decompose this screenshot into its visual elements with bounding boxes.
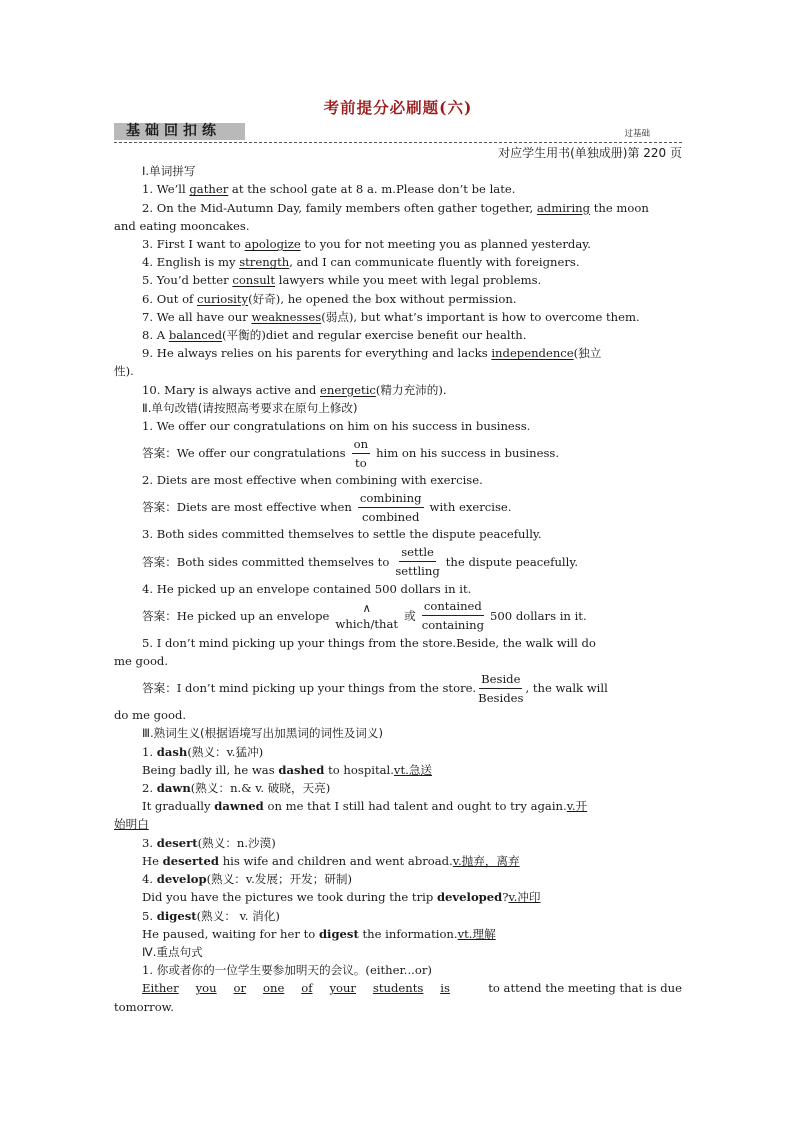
worksheet-page (114, 96, 682, 1016)
spelling-item-cont: 性). (114, 364, 134, 379)
correction-mark (422, 599, 484, 632)
correction-answer-3 (114, 544, 682, 580)
item-answer: weaknesses (251, 309, 322, 324)
entry-word: develop (156, 872, 207, 887)
entry-gloss: (熟义：v.猛冲) (187, 744, 264, 759)
item-text-post: , and I can communicate fluently with foreigners. (289, 255, 580, 270)
item-answer: consult (232, 273, 276, 288)
correction-question-3: 3. Both sides committed themselves to settle the dispute peacefully. (142, 527, 542, 542)
item-answer: energetic (320, 382, 376, 397)
answer-label: 答案： (142, 500, 177, 515)
word-meaning-list (114, 743, 682, 943)
spelling-item-cont: and eating mooncakes. (114, 218, 250, 233)
example-sentence (114, 888, 682, 906)
item-text-post: (弱点), but what’s important is how to overcome them. (321, 309, 640, 324)
answer-text-post: to attend the meeting that is due (488, 981, 682, 996)
entry-number: 2. (142, 781, 157, 796)
correction-answer-1 (114, 435, 682, 471)
answer-label: 答案： (142, 608, 177, 623)
section-heading-3: Ⅲ.熟词生义(根据语境写出加黑词的词性及词义) (142, 726, 384, 741)
entry-word: dash (156, 744, 188, 759)
correction-answer-5-cont: do me good. (114, 708, 187, 723)
sentence-pre: Being badly ill, he was (142, 762, 279, 777)
spelling-list (114, 180, 682, 398)
insertion-mark (335, 601, 398, 631)
book-reference: 对应学生用书(单独成册)第 220 页 (498, 146, 682, 160)
item-text-pre: 2. On the Mid-Autumn Day, family members often gather together, (142, 200, 537, 215)
entry-number: 1. (142, 744, 157, 759)
sentence-post: the information. (358, 926, 458, 941)
correction-mark (358, 491, 424, 524)
spelling-item (114, 271, 682, 289)
item-text-pre: 9. He always relies on his parents for everything and lacks (142, 346, 492, 361)
original-word: settle (399, 545, 436, 562)
caret-symbol: ∧ (362, 600, 371, 615)
section-heading-1: Ⅰ.单词拼写 (142, 164, 196, 179)
meaning-answer: vt.理解 (457, 926, 496, 941)
original-word: contained (422, 599, 484, 616)
item-text-pre: 1. We’ll (142, 182, 190, 197)
item-text-pre: 5. You’d better (142, 273, 233, 288)
spelling-item (114, 326, 682, 344)
inserted-word: which/that (335, 616, 399, 631)
word-entry (114, 779, 682, 797)
sentence-keyword: deserted (162, 853, 220, 868)
sentence-pre: It gradually (142, 799, 215, 814)
word-entry (114, 907, 682, 925)
page-title: 考前提分必刷题(六) (323, 98, 473, 117)
spelling-item (114, 308, 682, 326)
item-text-post: to you for not meeting you as planned yesterday. (300, 237, 591, 252)
item-answer: apologize (244, 237, 301, 252)
spelling-item (114, 253, 682, 271)
entry-word: desert (156, 835, 198, 850)
item-text-pre: 10. Mary is always active and (142, 382, 321, 397)
correction-answer-2 (114, 489, 682, 525)
answer-text-post: with exercise. (429, 500, 512, 515)
spelling-item (114, 344, 682, 362)
entry-word: dawn (156, 781, 191, 796)
answer-text-pre: I don’t mind picking up your things from the store. (176, 681, 477, 696)
sentence-keyword: dashed (278, 762, 325, 777)
answer-text-post: , the walk will (525, 681, 608, 696)
answer-blank (142, 979, 450, 997)
section-heading-4: Ⅳ.重点句式 (142, 944, 203, 959)
sentence-post: ? (502, 890, 509, 905)
answer-label: 答案： (142, 554, 177, 569)
sentence-pre: Did you have the pictures we took during the trip (142, 890, 437, 905)
spelling-item (114, 381, 682, 399)
sentence-post: on me that I still had talent and ought to try again. (263, 799, 567, 814)
item-text-pre: 8. A (142, 328, 169, 343)
answer-word: your (329, 981, 356, 996)
section-heading-2: Ⅱ.单句改错(请按照高考要求在原句上修改) (142, 400, 358, 415)
item-text-pre: 3. First I want to (142, 237, 245, 252)
correction-mark (395, 545, 439, 578)
item-text-post: (平衡的)diet and regular exercise benefit our health. (222, 328, 527, 343)
item-text-pre: 6. Out of (142, 291, 198, 306)
banner-tag: 过基础 (624, 129, 650, 139)
meaning-answer-cont: 始明白 (114, 817, 149, 832)
correction-answer-5 (114, 670, 682, 706)
sentence-keyword: digest (318, 926, 359, 941)
answer-word: of (301, 981, 313, 996)
item-text-post: (精力充沛的). (375, 382, 447, 397)
answer-word: you (195, 981, 217, 996)
example-sentence (114, 797, 682, 815)
entry-gloss: (熟义：n.& v. 破晓，天亮) (190, 781, 331, 796)
sentence-post: his wife and children and went abroad. (219, 853, 453, 868)
word-entry (114, 870, 682, 888)
correction-mark (478, 672, 523, 705)
meaning-answer: v.冲印 (508, 890, 541, 905)
correction-question-5: 5. I don’t mind picking up your things from the store.Beside, the walk will do (142, 635, 596, 650)
item-answer: admiring (536, 200, 591, 215)
meaning-answer: v.抛弃，离弃 (452, 853, 520, 868)
section-banner (114, 120, 682, 143)
answer-word: students (372, 981, 424, 996)
answer-word: or (233, 981, 247, 996)
original-word: Beside (479, 672, 522, 689)
original-word: on (352, 437, 370, 454)
entry-word: digest (156, 908, 197, 923)
correction-question-5-cont: me good. (114, 654, 169, 669)
banner-label: 基础回扣练 (114, 123, 245, 140)
correction-question-4: 4. He picked up an envelope contained 500 dollars in it. (142, 581, 472, 596)
item-text-post: at the school gate at 8 a. m.Please don’t be late. (228, 182, 516, 197)
entry-gloss: (熟义：v.发展；开发；研制) (206, 872, 353, 887)
meaning-answer: vt.急送 (393, 762, 433, 777)
correction-mark (352, 437, 370, 470)
original-word: combining (358, 491, 424, 508)
answer-word: one (263, 981, 285, 996)
item-text-post: the moon (590, 200, 649, 215)
answer-text-pre: Diets are most effective when (176, 500, 352, 515)
translation-question-1: 1. 你或者你的一位学生要参加明天的会议。(either...or) (142, 963, 432, 978)
example-sentence (114, 925, 682, 943)
entry-number: 3. (142, 835, 157, 850)
correction-question-2: 2. Diets are most effective when combining with exercise. (142, 473, 483, 488)
answer-word: is (440, 981, 450, 996)
entry-number: 4. (142, 872, 157, 887)
word-entry (114, 834, 682, 852)
item-answer: gather (189, 182, 229, 197)
item-answer: strength (239, 255, 290, 270)
answer-word: Either (142, 981, 179, 996)
corrected-word: combined (362, 509, 420, 524)
item-answer: curiosity (197, 291, 249, 306)
correction-answer-4 (114, 598, 682, 634)
entry-number: 5. (142, 908, 157, 923)
item-text-post: (独立 (573, 346, 602, 361)
entry-gloss: (熟义： v. 消化) (196, 908, 280, 923)
spelling-item (114, 290, 682, 308)
item-text-post: lawyers while you meet with legal problems. (275, 273, 542, 288)
item-text-pre: 7. We all have our (142, 309, 252, 324)
item-text-pre: 4. English is my (142, 255, 240, 270)
sentence-keyword: developed (436, 890, 503, 905)
correction-question-1: 1. We offer our congratulations on him on his success in business. (142, 419, 531, 434)
item-answer: independence (491, 346, 574, 361)
answer-text-pre: Both sides committed themselves to (176, 554, 390, 569)
sentence-keyword: dawned (214, 799, 264, 814)
corrected-word: containing (421, 618, 484, 633)
answer-text-pre: We offer our congratulations (176, 446, 346, 461)
spelling-item (114, 180, 682, 198)
example-sentence (114, 852, 682, 870)
item-text-post: (好奇), he opened the box without permission. (248, 291, 517, 306)
corrected-word: settling (395, 564, 440, 579)
answer-text-post: 500 dollars in it. (490, 608, 587, 623)
answer-text-post: him on his success in business. (376, 446, 560, 461)
meaning-answer: v.开 (566, 799, 588, 814)
or-label: 或 (404, 608, 416, 623)
item-answer: balanced (168, 328, 223, 343)
sentence-pre: He (142, 853, 163, 868)
example-sentence (114, 761, 682, 779)
spelling-item (114, 235, 682, 253)
translation-answer-1 (114, 979, 682, 997)
spelling-item (114, 199, 682, 217)
answer-label: 答案： (142, 446, 177, 461)
answer-text-post: the dispute peacefully. (445, 554, 579, 569)
sentence-post: to hospital. (324, 762, 394, 777)
corrected-word: Besides (478, 690, 524, 705)
entry-gloss: (熟义：n.沙漠) (197, 835, 276, 850)
sentence-pre: He paused, waiting for her to (142, 926, 319, 941)
translation-answer-1-cont: tomorrow. (114, 999, 174, 1014)
corrected-word: to (355, 455, 367, 470)
answer-label: 答案： (142, 681, 177, 696)
answer-text-pre: He picked up an envelope (176, 608, 330, 623)
word-entry (114, 743, 682, 761)
